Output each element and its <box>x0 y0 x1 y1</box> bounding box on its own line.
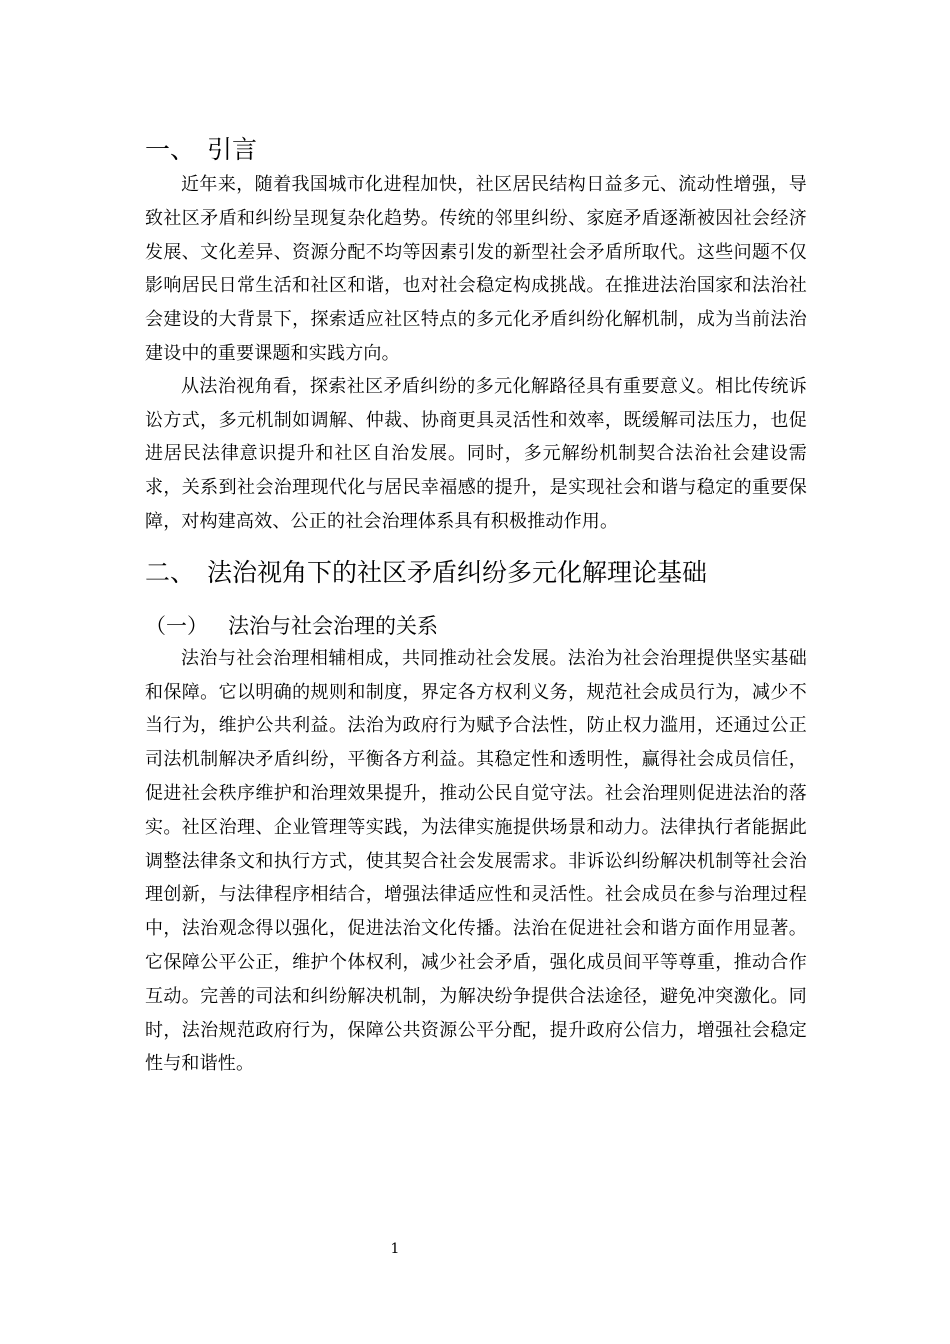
section-heading-introduction <box>145 130 807 170</box>
body-paragraph: 近年来，随着我国城市化进程加快，社区居民结构日益多元、流动性增强，导致社区矛盾和纠纷呈现复杂化趋势。传统的邻里纠纷、家庭矛盾逐渐被因社会经济发展、文化差异、资源分配不均等因素引发的新型社会矛盾所取代。这些问题不仅影响居民日常生活和社区和谐，也对社会稳定构成挑战。在推进法治国家和法治社会建设的大背景下，探索适应社区特点的多元化矛盾纠纷化解机制，成为当前法治建设中的重要课题和实践方向。 <box>145 174 807 364</box>
body-paragraph: 从法治视角看，探索社区矛盾纠纷的多元化解路径具有重要意义。相比传统诉讼方式，多元机制如调解、仲裁、协商更具灵活性和效率，既缓解司法压力，也促进居民法律意识提升和社区自治发展。同时，多元解纷机制契合法治社会建设需求，关系到社会治理现代化与居民幸福感的提升，是实现社会和谐与稳定的重要保障，对构建高效、公正的社会治理体系具有积极推动作用。 <box>145 375 807 532</box>
subsection-number: （一） <box>145 613 208 638</box>
page-number: 1 <box>390 1241 400 1257</box>
document-body <box>145 128 807 1081</box>
subsection-heading <box>145 609 807 643</box>
subsection-title: 法治与社会治理的关系 <box>228 613 438 638</box>
body-paragraph: 法治与社会治理相辅相成，共同推动社会发展。法治为社会治理提供坚实基础和保障。它以明确的规则和制度，界定各方权利义务，规范社会成员行为，减少不当行为，维护公共利益。法治为政府行为赋予合法性，防止权力滥用，还通过公正司法机制解决矛盾纠纷，平衡各方利益。其稳定性和透明性，赢得社会成员信任，促进社会秩序维护和治理效果提升，推动公民自觉守法。社会治理则促进法治的落实。社区治理、企业管理等实践，为法律实施提供场景和动力。法律执行者能据此调整法律条文和执行方式，使其契合社会发展需求。非诉讼纠纷解决机制等社会治理创新，与法律程序相结合，增强法律适应性和灵活性。社会成员在参与治理过程中，法治观念得以强化，促进法治文化传播。法治在促进社会和谐方面作用显著。它保障公平公正，维护个体权利，减少社会矛盾，强化成员间平等尊重，推动合作互动。完善的司法和纠纷解决机制，为解决纷争提供合法途径，避免冲突激化。同时，法治规范政府行为，保障公共资源公平分配，提升政府公信力，增强社会稳定性与和谐性。 <box>145 647 807 1075</box>
section-number: 一、 <box>145 135 196 164</box>
section-heading-theory <box>145 553 807 593</box>
section-number: 二、 <box>145 557 196 587</box>
section-title: 引言 <box>207 135 258 164</box>
section-title: 法治视角下的社区矛盾纠纷多元化解理论基础 <box>207 557 708 587</box>
